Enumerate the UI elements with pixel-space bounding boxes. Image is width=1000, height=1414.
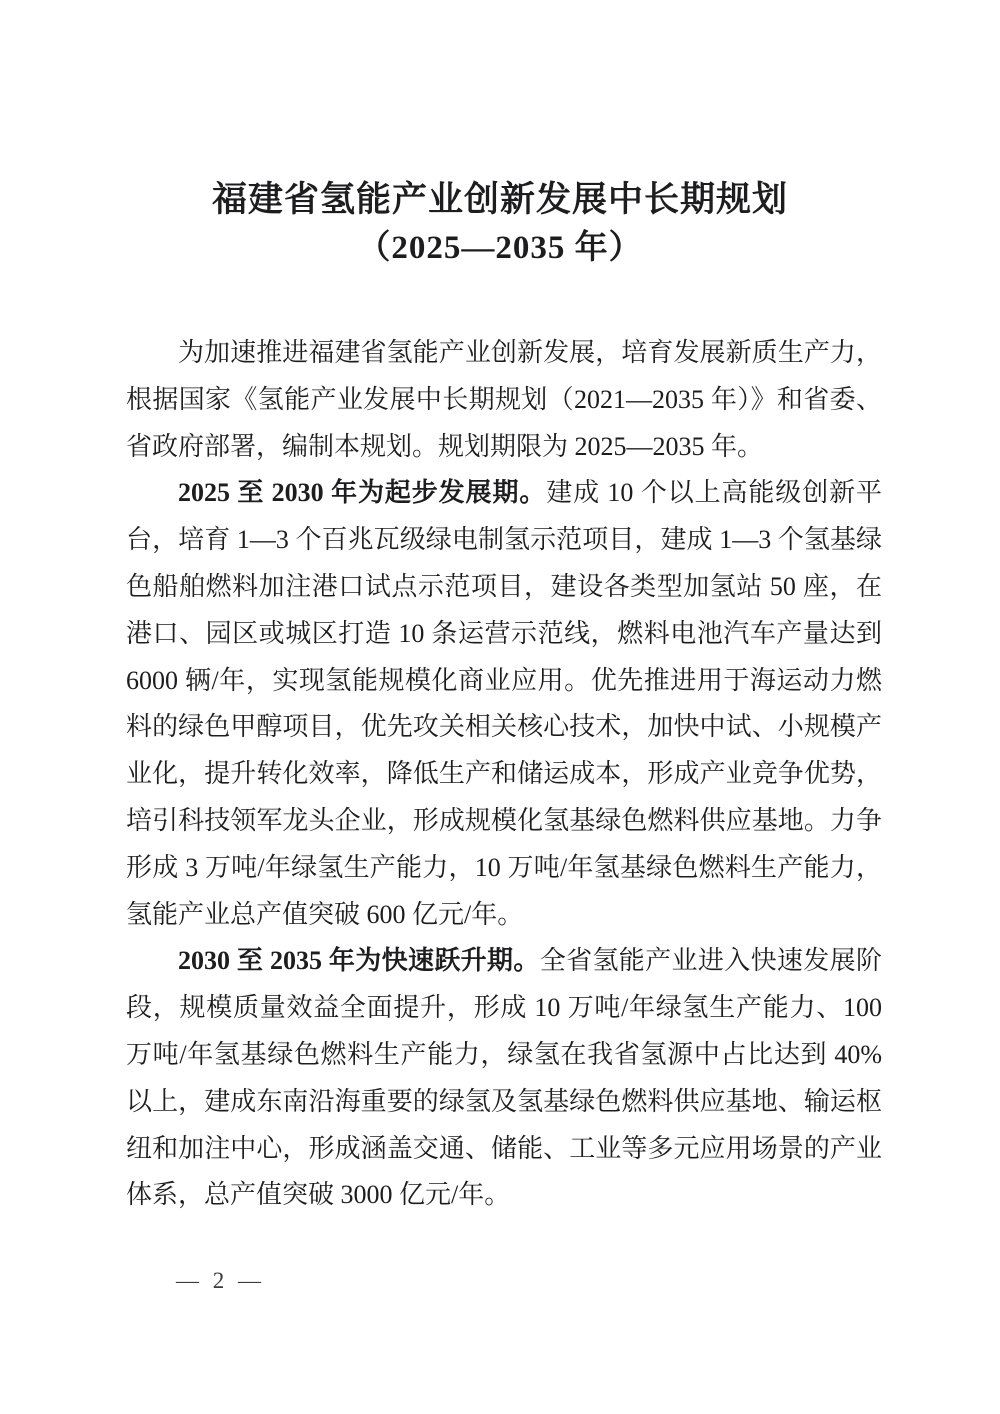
paragraph-text: 建成 10 个以上高能级创新平台，培育 1—3 个百兆瓦级绿电制氢示范项目，建成 1—3 个氢基绿色船舶燃料加注港口试点示范项目，建设各类型加氢站 50 座，在港口、园区或城区打造 10 条运营示范线，燃料电池汽车产量达到 6000 辆/年，实现氢能规模化商业应用。优先推进用于海运动力燃料的绿色甲醇项目，优先攻关相关核心技术，加快中试、小规模产业化，提升转化效率，降低生产和储运成本，形成产业竞争优势，培引科技领军龙头企业，形成规模化氢基绿色燃料供应基地。力争形成 3 万吨/年绿氢生产能力，10 万吨/年氢基绿色燃料生产能力，氢能产业总产值突破 600 亿元/年。 [126,478,882,929]
document-body [126,330,882,1219]
title-line-1: 福建省氢能产业创新发展中长期规划 [211,180,788,219]
page-number: — 2 — [176,1268,265,1293]
paragraph-intro [126,330,882,470]
paragraph-phase-2025-2030 [126,470,882,938]
paragraph-lead: 2030 至 2035 年为快速跃升期。 [178,946,540,976]
paragraph-lead: 2025 至 2030 年为起步发展期。 [178,478,547,508]
paragraph-text: 为加速推进福建省氢能产业创新发展，培育发展新质生产力，根据国家《氢能产业发展中长期规划（2021—2035 年）》和省委、省政府部署，编制本规划。规划期限为 2025—2035 年。 [126,338,882,461]
title-line-2: （2025—2035 年） [357,230,643,266]
document-title [0,0,1000,272]
paragraph-text: 全省氢能产业进入快速发展阶段，规模质量效益全面提升，形成 10 万吨/年绿氢生产能力、100 万吨/年氢基绿色燃料生产能力，绿氢在我省氢源中占比达到 40%以上，建成东南沿海重要的绿氢及氢基绿色燃料供应基地、输运枢纽和加注中心，形成涵盖交通、储能、工业等多元应用场景的产业体系，总产值突破 3000 亿元/年。 [126,946,882,1210]
paragraph-phase-2030-2035 [126,938,882,1219]
